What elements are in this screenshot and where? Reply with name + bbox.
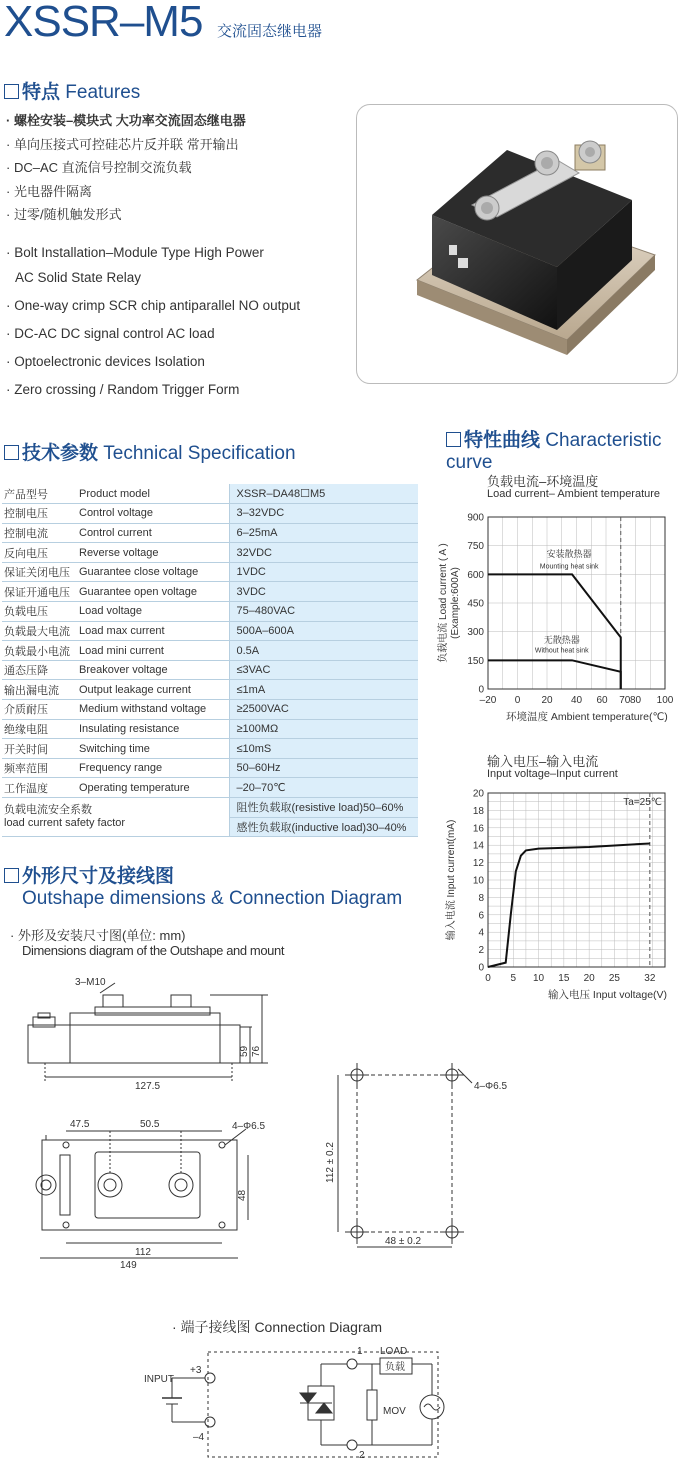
outline-heading: 外形尺寸及接线图 bbox=[4, 866, 174, 888]
spec-value: ≤3VAC bbox=[229, 660, 418, 680]
series-label-cn-1: 无散热器 bbox=[543, 635, 580, 646]
y-tick-label: 150 bbox=[467, 655, 484, 667]
dimension-drawings bbox=[0, 962, 680, 1275]
conn-mov-label: MOV bbox=[383, 1406, 406, 1417]
connection-title: · 端子接线图 Connection Diagram bbox=[172, 1319, 383, 1335]
spec-row bbox=[2, 562, 418, 582]
spec-value: 50–60Hz bbox=[229, 758, 418, 778]
series-line-0 bbox=[488, 843, 650, 967]
dim-47: 47.5 bbox=[70, 1119, 90, 1130]
spec-value: 3–32VDC bbox=[229, 504, 418, 524]
feature-en-item: · One-way crimp SCR chip antiparallel NO output bbox=[6, 298, 301, 313]
spec-param-en: Frequency range bbox=[77, 758, 229, 778]
spec-row bbox=[2, 739, 418, 759]
y-tick-label: 12 bbox=[472, 858, 484, 870]
spec-param-cn: 介质耐压 bbox=[2, 700, 77, 720]
dim-mount-48: 48 ± 0.2 bbox=[385, 1236, 422, 1247]
y-tick-label: 2 bbox=[478, 945, 484, 957]
spec-row bbox=[2, 641, 418, 661]
spec-param-cn: 通态压降 bbox=[2, 660, 77, 680]
y-tick-label: 18 bbox=[472, 805, 484, 817]
x-tick-label: 40 bbox=[570, 695, 583, 706]
feature-cn-item: · 过零/随机触发形式 bbox=[6, 207, 122, 222]
spec-row bbox=[2, 602, 418, 622]
dim-76: 76 bbox=[251, 1045, 262, 1057]
spec-param-cn: 开关时间 bbox=[2, 739, 77, 759]
spec-param-en: Load voltage bbox=[77, 602, 229, 622]
x-tick-label: 20 bbox=[583, 973, 595, 984]
spec-table bbox=[2, 484, 418, 837]
spec-row bbox=[2, 504, 418, 524]
spec-row bbox=[2, 523, 418, 543]
y-tick-label: 4 bbox=[478, 927, 484, 939]
feature-cn-item: · 螺栓安装–模块式 大功率交流固态继电器 bbox=[6, 113, 246, 128]
y-tick-label: 8 bbox=[478, 892, 484, 904]
spec-heading: 技术参数 Technical Specification bbox=[4, 443, 296, 465]
x-tick-label: 80 bbox=[629, 695, 642, 706]
conn-plus-label: +3 bbox=[190, 1365, 202, 1376]
chart2-annotation: Ta=25℃ bbox=[623, 797, 662, 808]
x-tick-label: 60 bbox=[596, 695, 608, 706]
curve-heading: 特性曲线 Characteristic curve bbox=[446, 430, 662, 473]
y-tick-label: 450 bbox=[467, 598, 484, 610]
spec-value: 500A–600A bbox=[229, 621, 418, 641]
spec-value: ≥100MΩ bbox=[229, 719, 418, 739]
heading-box-icon bbox=[4, 84, 19, 99]
outline-sub-cn: · 外形及安装尺寸图(单位: mm) bbox=[10, 928, 186, 943]
chart-grid bbox=[488, 517, 665, 689]
dim-thread: 3–M10 bbox=[75, 977, 106, 988]
y-tick-label: 10 bbox=[472, 875, 484, 887]
y-tick-label: 6 bbox=[478, 910, 484, 922]
spec-value: 3VDC bbox=[229, 582, 418, 602]
x-axis-label: 输入电压 Input voltage(V) bbox=[548, 989, 668, 1001]
y-tick-label: 16 bbox=[472, 823, 484, 835]
dim-mount-hole: 4–Φ6.5 bbox=[474, 1081, 508, 1092]
x-tick-label: 15 bbox=[558, 973, 570, 984]
spec-param-cn: 频率范围 bbox=[2, 758, 77, 778]
spec-param-en: Product model bbox=[77, 484, 229, 504]
conn-load-label: LOAD bbox=[380, 1346, 408, 1357]
dim-127: 127.5 bbox=[135, 1081, 161, 1092]
series-line-1 bbox=[488, 660, 621, 689]
spec-param-cn: 控制电流 bbox=[2, 523, 77, 543]
spec-row bbox=[2, 778, 418, 798]
series-label-en-0: Mounting heat sink bbox=[539, 563, 599, 571]
heading-box-icon bbox=[4, 868, 19, 883]
spec-param-en: Control voltage bbox=[77, 504, 229, 524]
x-axis-label: 环境温度 Ambient temperature(℃) bbox=[506, 711, 668, 723]
spec-value: –20–70℃ bbox=[229, 778, 418, 798]
y-axis-label: 输入电流 Input current(mA) bbox=[446, 819, 457, 941]
x-tick-label: 0 bbox=[485, 973, 491, 984]
product-subtitle: 交流固态继电器 bbox=[217, 23, 323, 40]
chart2-subtitle: Input voltage–Input current bbox=[487, 768, 618, 780]
spec-param-en: Guarantee close voltage bbox=[77, 562, 229, 582]
spec-row bbox=[2, 582, 418, 602]
spec-param-en: Control current bbox=[77, 523, 229, 543]
feature-en-item: AC Solid State Relay bbox=[15, 270, 142, 285]
spec-param-en: Output leakage current bbox=[77, 680, 229, 700]
spec-param-cn: 反向电压 bbox=[2, 543, 77, 563]
spec-param-en: Guarantee open voltage bbox=[77, 582, 229, 602]
safety-inductive: 感性负载取(inductive load)30–40% bbox=[229, 817, 418, 836]
feature-cn-item: · 单向压接式可控硅芯片反并联 常开输出 bbox=[6, 136, 239, 152]
outline-heading-en: Outshape dimensions & Connection Diagram bbox=[22, 888, 403, 909]
spec-row bbox=[2, 758, 418, 778]
dim-mount-112: 112 ± 0.2 bbox=[325, 1142, 336, 1183]
spec-param-en: Load mini current bbox=[77, 641, 229, 661]
conn-terminal-2: 2 bbox=[359, 1450, 365, 1461]
spec-row bbox=[2, 621, 418, 641]
x-tick-label: 70 bbox=[619, 695, 631, 706]
spec-row bbox=[2, 680, 418, 700]
conn-input-label: INPUT bbox=[144, 1374, 174, 1385]
spec-row bbox=[2, 660, 418, 680]
spec-row bbox=[2, 700, 418, 720]
spec-param-cn: 控制电压 bbox=[2, 504, 77, 524]
x-tick-label: 20 bbox=[541, 695, 553, 706]
spec-value: 32VDC bbox=[229, 543, 418, 563]
series-label-cn-0: 安装散热器 bbox=[546, 549, 592, 560]
spec-value: 1VDC bbox=[229, 562, 418, 582]
dim-112: 112 bbox=[135, 1247, 151, 1258]
heading-box-icon bbox=[4, 445, 19, 460]
x-tick-label: 32 bbox=[644, 973, 656, 984]
spec-param-en: Load max current bbox=[77, 621, 229, 641]
spec-param-cn: 保证开通电压 bbox=[2, 582, 77, 602]
chart1-subtitle: Load current– Ambient temperature bbox=[487, 488, 661, 500]
features-heading: 特点 Features bbox=[4, 82, 140, 104]
spec-value: 0.5A bbox=[229, 641, 418, 661]
conn-terminal-1: 1 bbox=[357, 1346, 363, 1357]
heading-box-icon bbox=[446, 432, 461, 447]
relay-photo bbox=[357, 105, 679, 385]
feature-cn-item: · DC–AC 直流信号控制交流负载 bbox=[6, 160, 192, 175]
dim-hole: 4–Φ6.5 bbox=[232, 1121, 266, 1132]
spec-param-en: Breakover voltage bbox=[77, 660, 229, 680]
feature-en-item: · Bolt Installation–Module Type High Power bbox=[6, 245, 264, 260]
spec-param-cn: 保证关闭电压 bbox=[2, 562, 77, 582]
x-tick-label: 0 bbox=[514, 695, 521, 706]
spec-param-cn: 输出漏电流 bbox=[2, 680, 77, 700]
spec-param-cn: 工作温度 bbox=[2, 778, 77, 798]
features-cn-list bbox=[6, 113, 246, 231]
x-tick-label: –20 bbox=[479, 695, 497, 706]
feature-en-item: · Optoelectronic devices Isolation bbox=[6, 354, 205, 369]
dim-48: 48 bbox=[237, 1189, 248, 1201]
product-model-title: XSSR–M5 bbox=[4, 0, 203, 46]
conn-minus-label: –4 bbox=[193, 1432, 205, 1443]
x-tick-label: 100 bbox=[656, 695, 674, 706]
chart2-title: 输入电压–输入电流 bbox=[487, 754, 599, 769]
feature-cn-item: · 光电器件隔离 bbox=[6, 183, 92, 199]
conn-load-cn: 负载 bbox=[385, 1362, 405, 1373]
y-tick-label: 20 bbox=[472, 788, 484, 800]
spec-row bbox=[2, 543, 418, 563]
y-tick-label: 300 bbox=[467, 627, 484, 639]
y-tick-label: 0 bbox=[478, 962, 484, 974]
spec-param-en: Insulating resistance bbox=[77, 719, 229, 739]
load-current-temperature-chart bbox=[430, 505, 680, 735]
chart1-title: 负载电流–环境温度 bbox=[487, 474, 599, 489]
product-photo-frame bbox=[356, 104, 678, 384]
x-tick-label: 25 bbox=[608, 973, 620, 984]
spec-param-en: Reverse voltage bbox=[77, 543, 229, 563]
y-tick-label: 600 bbox=[467, 569, 484, 581]
dim-59: 59 bbox=[239, 1045, 250, 1057]
spec-param-en: Switching time bbox=[77, 739, 229, 759]
spec-value: 6–25mA bbox=[229, 523, 418, 543]
y-tick-label: 14 bbox=[472, 840, 484, 852]
spec-param-cn: 绝缘电阻 bbox=[2, 719, 77, 739]
spec-value: ≤10mS bbox=[229, 739, 418, 759]
spec-row bbox=[2, 719, 418, 739]
dim-50: 50.5 bbox=[140, 1119, 160, 1130]
spec-param-cn: 负载电压 bbox=[2, 602, 77, 622]
y-tick-label: 900 bbox=[467, 512, 484, 524]
spec-value: 75–480VAC bbox=[229, 602, 418, 622]
connection-diagram bbox=[130, 1340, 460, 1461]
outline-sub-en: Dimensions diagram of the Outshape and mount bbox=[22, 943, 285, 958]
feature-en-item: · DC-AC DC signal control AC load bbox=[6, 326, 215, 341]
safety-factor-label: 负载电流安全系数 load current safety factor bbox=[2, 798, 229, 837]
feature-en-item: · Zero crossing / Random Trigger Form bbox=[6, 382, 240, 397]
spec-param-en: Medium withstand voltage bbox=[77, 700, 229, 720]
y-axis-label-2: (Example:600A) bbox=[450, 567, 461, 639]
spec-param-cn: 负载最大电流 bbox=[2, 621, 77, 641]
dim-149: 149 bbox=[120, 1260, 137, 1271]
spec-row bbox=[2, 484, 418, 504]
spec-value: XSSR–DA48☐M5 bbox=[229, 484, 418, 504]
spec-param-cn: 负载最小电流 bbox=[2, 641, 77, 661]
spec-value: ≤1mA bbox=[229, 680, 418, 700]
spec-param-cn: 产品型号 bbox=[2, 484, 77, 504]
spec-param-en: Operating temperature bbox=[77, 778, 229, 798]
y-axis-label: 负载电流 Load current ( A ) bbox=[438, 543, 449, 663]
x-tick-label: 10 bbox=[533, 973, 545, 984]
safety-resistive: 阻性负载取(resistive load)50–60% bbox=[229, 798, 418, 818]
series-label-en-1: Without heat sink bbox=[534, 647, 589, 655]
x-tick-label: 5 bbox=[510, 973, 517, 984]
y-tick-label: 0 bbox=[478, 684, 484, 696]
spec-value: ≥2500VAC bbox=[229, 700, 418, 720]
y-tick-label: 750 bbox=[467, 541, 484, 553]
